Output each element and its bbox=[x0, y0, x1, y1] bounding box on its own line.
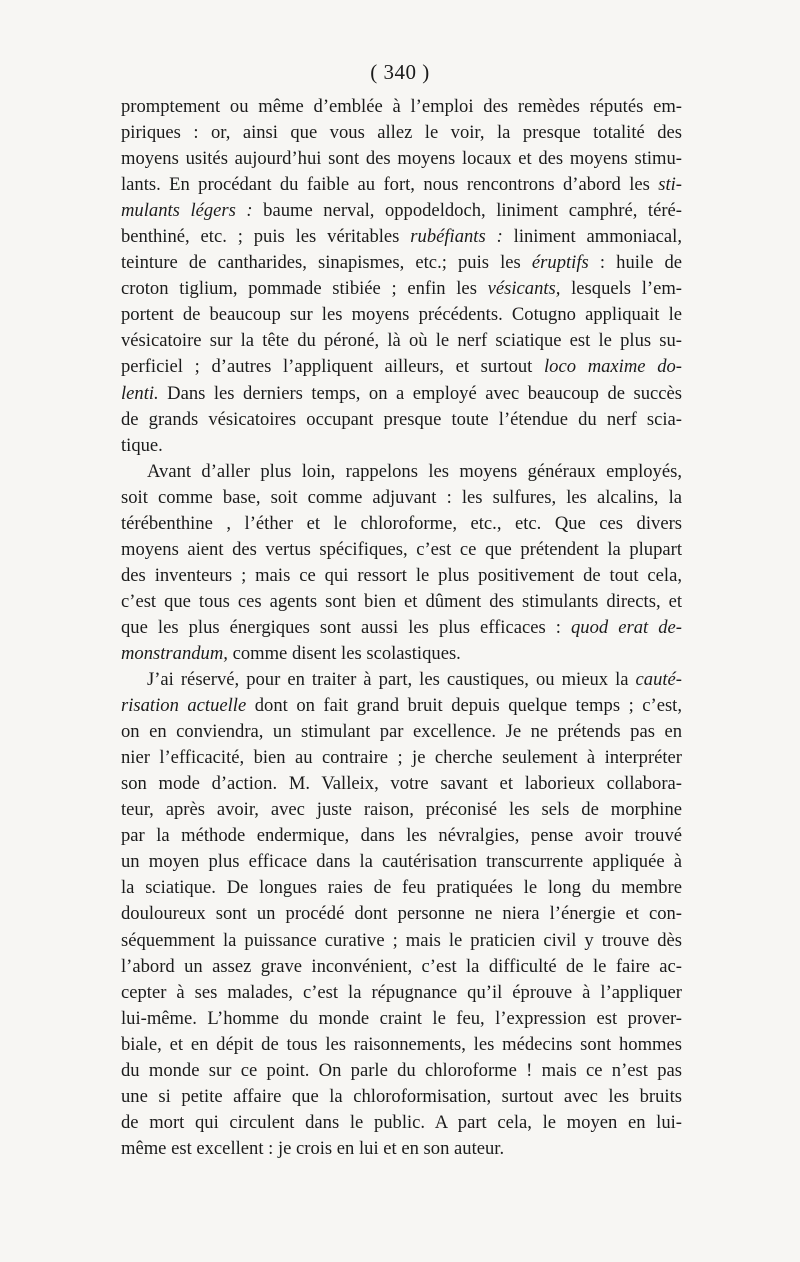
text-run: que les plus énergiques sont aussi les plus efficaces : bbox=[121, 616, 571, 638]
text-line bbox=[121, 120, 682, 146]
text-line bbox=[121, 875, 682, 901]
text-line bbox=[121, 381, 682, 407]
text-line bbox=[121, 1084, 682, 1110]
text-run: perficiel ; d’autres l’appliquent ailleurs, et surtout bbox=[121, 356, 545, 378]
paragraph bbox=[121, 94, 682, 459]
italic-text: monstrandum, bbox=[121, 642, 228, 664]
text-run: J’ai réservé, pour en traiter à part, les caustiques, ou mieux la bbox=[147, 669, 636, 691]
text-run: son mode d’action. M. Valleix, votre savant et laborieux collabora- bbox=[121, 773, 682, 795]
text-line bbox=[121, 433, 682, 459]
text-line bbox=[121, 276, 682, 302]
text-run: teinture de cantharides, sinapismes, etc.; puis les bbox=[121, 252, 532, 274]
text-line bbox=[121, 302, 682, 328]
page-number: ( 340 ) bbox=[370, 60, 430, 84]
text-line bbox=[121, 94, 682, 120]
text-run: un moyen plus efficace dans la cautérisation transcurrente appliquée à bbox=[121, 851, 682, 873]
italic-text: quod erat de- bbox=[571, 616, 682, 638]
text-line bbox=[121, 1032, 682, 1058]
text-run: de grands vésicatoires occupant presque toute l’étendue du nerf scia- bbox=[121, 408, 682, 430]
text-line bbox=[121, 1110, 682, 1136]
text-line bbox=[121, 250, 682, 276]
text-line bbox=[121, 224, 682, 250]
paragraph bbox=[121, 459, 682, 667]
text-run: biale, et en dépit de tous les raisonnements, les médecins sont hommes bbox=[121, 1033, 682, 1055]
text-run: liniment ammoniacal, bbox=[502, 226, 682, 248]
italic-text: vésicants, bbox=[487, 278, 561, 300]
text-line bbox=[121, 693, 682, 719]
text-line bbox=[121, 823, 682, 849]
text-run: térébenthine , l’éther et le chloroforme, etc., etc. Que ces divers bbox=[121, 512, 682, 534]
text-run: moyens aient des vertus spécifiques, c’est ce que prétendent la plupart bbox=[121, 538, 682, 560]
text-run: lesquels l’em- bbox=[560, 278, 682, 300]
text-line bbox=[121, 459, 682, 485]
italic-text: éruptifs bbox=[531, 252, 589, 274]
text-run: la sciatique. De longues raies de feu pratiquées le long du membre bbox=[121, 877, 682, 899]
text-run: comme disent les scolastiques. bbox=[227, 642, 461, 664]
text-line bbox=[121, 745, 682, 771]
text-run: vésicatoire sur la tête du péroné, là où le nerf sciatique est le plus su- bbox=[121, 330, 682, 352]
text-run: séquemment la puissance curative ; mais le praticien civil y trouve dès bbox=[121, 929, 682, 951]
text-run: Dans les derniers temps, on a employé avec beaucoup de succès bbox=[158, 382, 682, 404]
text-run: même est excellent : je crois en lui et en son auteur. bbox=[121, 1137, 505, 1159]
text-line bbox=[121, 354, 682, 380]
italic-text: cauté- bbox=[635, 669, 682, 691]
text-line bbox=[121, 719, 682, 745]
text-line bbox=[121, 172, 682, 198]
text-run: Avant d’aller plus loin, rappelons les moyens généraux employés, bbox=[147, 460, 682, 482]
text-run: lui-même. L’homme du monde craint le feu, l’expression est prover- bbox=[121, 1007, 682, 1029]
text-line bbox=[121, 563, 682, 589]
italic-text: lenti. bbox=[121, 382, 159, 404]
text-line bbox=[121, 328, 682, 354]
text-run: par la méthode endermique, dans les névralgies, pense avoir trouvé bbox=[121, 825, 682, 847]
text-run: portent de beaucoup sur les moyens précédents. Cotugno appliquait le bbox=[121, 304, 682, 326]
text-line bbox=[121, 589, 682, 615]
text-run: du monde sur ce point. On parle du chloroforme ! mais ce n’est pas bbox=[121, 1059, 682, 1081]
text-line bbox=[121, 771, 682, 797]
text-run: teur, après avoir, avec juste raison, préconisé les sels de morphine bbox=[121, 799, 682, 821]
text-run: soit comme base, soit comme adjuvant : les sulfures, les alcalins, la bbox=[121, 486, 682, 508]
text-run: moyens usités aujourd’hui sont des moyens locaux et des moyens stimu- bbox=[121, 148, 682, 170]
text-line bbox=[121, 537, 682, 563]
text-run: tique. bbox=[121, 434, 163, 456]
italic-text: mulants légers : bbox=[121, 200, 253, 222]
text-run: baume nerval, oppodeldoch, liniment camphré, téré- bbox=[252, 200, 682, 222]
text-run: : huile de bbox=[588, 252, 682, 274]
text-run: l’abord un assez grave inconvénient, c’est la difficulté de le faire ac- bbox=[121, 955, 682, 977]
text-run: benthiné, etc. ; puis les véritables bbox=[121, 226, 411, 248]
text-line bbox=[121, 797, 682, 823]
text-run: de mort qui circulent dans le public. A part cela, le moyen en lui- bbox=[121, 1111, 682, 1133]
text-line bbox=[121, 928, 682, 954]
text-run: croton tiglium, pommade stibiée ; enfin les bbox=[121, 278, 488, 300]
text-run: piriques : or, ainsi que vous allez le voir, la presque totalité des bbox=[121, 122, 682, 144]
text-line bbox=[121, 980, 682, 1006]
italic-text: risation actuelle bbox=[121, 695, 247, 717]
text-run: dont on fait grand bruit depuis quelque temps ; c’est, bbox=[246, 695, 682, 717]
text-line bbox=[121, 1058, 682, 1084]
text-line bbox=[121, 407, 682, 433]
text-run: cepter à ses malades, c’est la répugnance qu’il éprouve à l’appliquer bbox=[121, 981, 682, 1003]
text-line bbox=[121, 615, 682, 641]
text-run: c’est que tous ces agents sont bien et dûment des stimulants directs, et bbox=[121, 590, 682, 612]
text-line bbox=[121, 901, 682, 927]
text-run: une si petite affaire que la chloroformisation, surtout avec les bruits bbox=[121, 1085, 682, 1107]
text-run: promptement ou même d’emblée à l’emploi des remèdes réputés em- bbox=[121, 96, 682, 117]
italic-text: loco maxime do- bbox=[544, 356, 682, 378]
text-line bbox=[121, 198, 682, 224]
text-line bbox=[121, 146, 682, 172]
body-text bbox=[121, 94, 682, 1162]
paragraph bbox=[121, 667, 682, 1162]
text-line bbox=[121, 667, 682, 693]
text-run: nier l’efficacité, bien au contraire ; je cherche seulement à interpréter bbox=[121, 747, 682, 769]
text-line bbox=[121, 485, 682, 511]
italic-text: sti- bbox=[658, 174, 682, 196]
text-run: on en conviendra, un stimulant par excellence. Je ne prétends pas en bbox=[121, 721, 682, 743]
text-line bbox=[121, 849, 682, 875]
italic-text: rubéfiants : bbox=[410, 226, 503, 248]
text-run: lants. En procédant du faible au fort, nous rencontrons d’abord les bbox=[121, 174, 659, 196]
text-line bbox=[121, 1136, 682, 1162]
text-line bbox=[121, 511, 682, 537]
text-line bbox=[121, 641, 682, 667]
text-line bbox=[121, 954, 682, 980]
text-run: douloureux sont un procédé dont personne ne niera l’énergie et con- bbox=[121, 903, 682, 925]
text-line bbox=[121, 1006, 682, 1032]
text-run: des inventeurs ; mais ce qui ressort le plus positivement de tout cela, bbox=[121, 564, 682, 586]
